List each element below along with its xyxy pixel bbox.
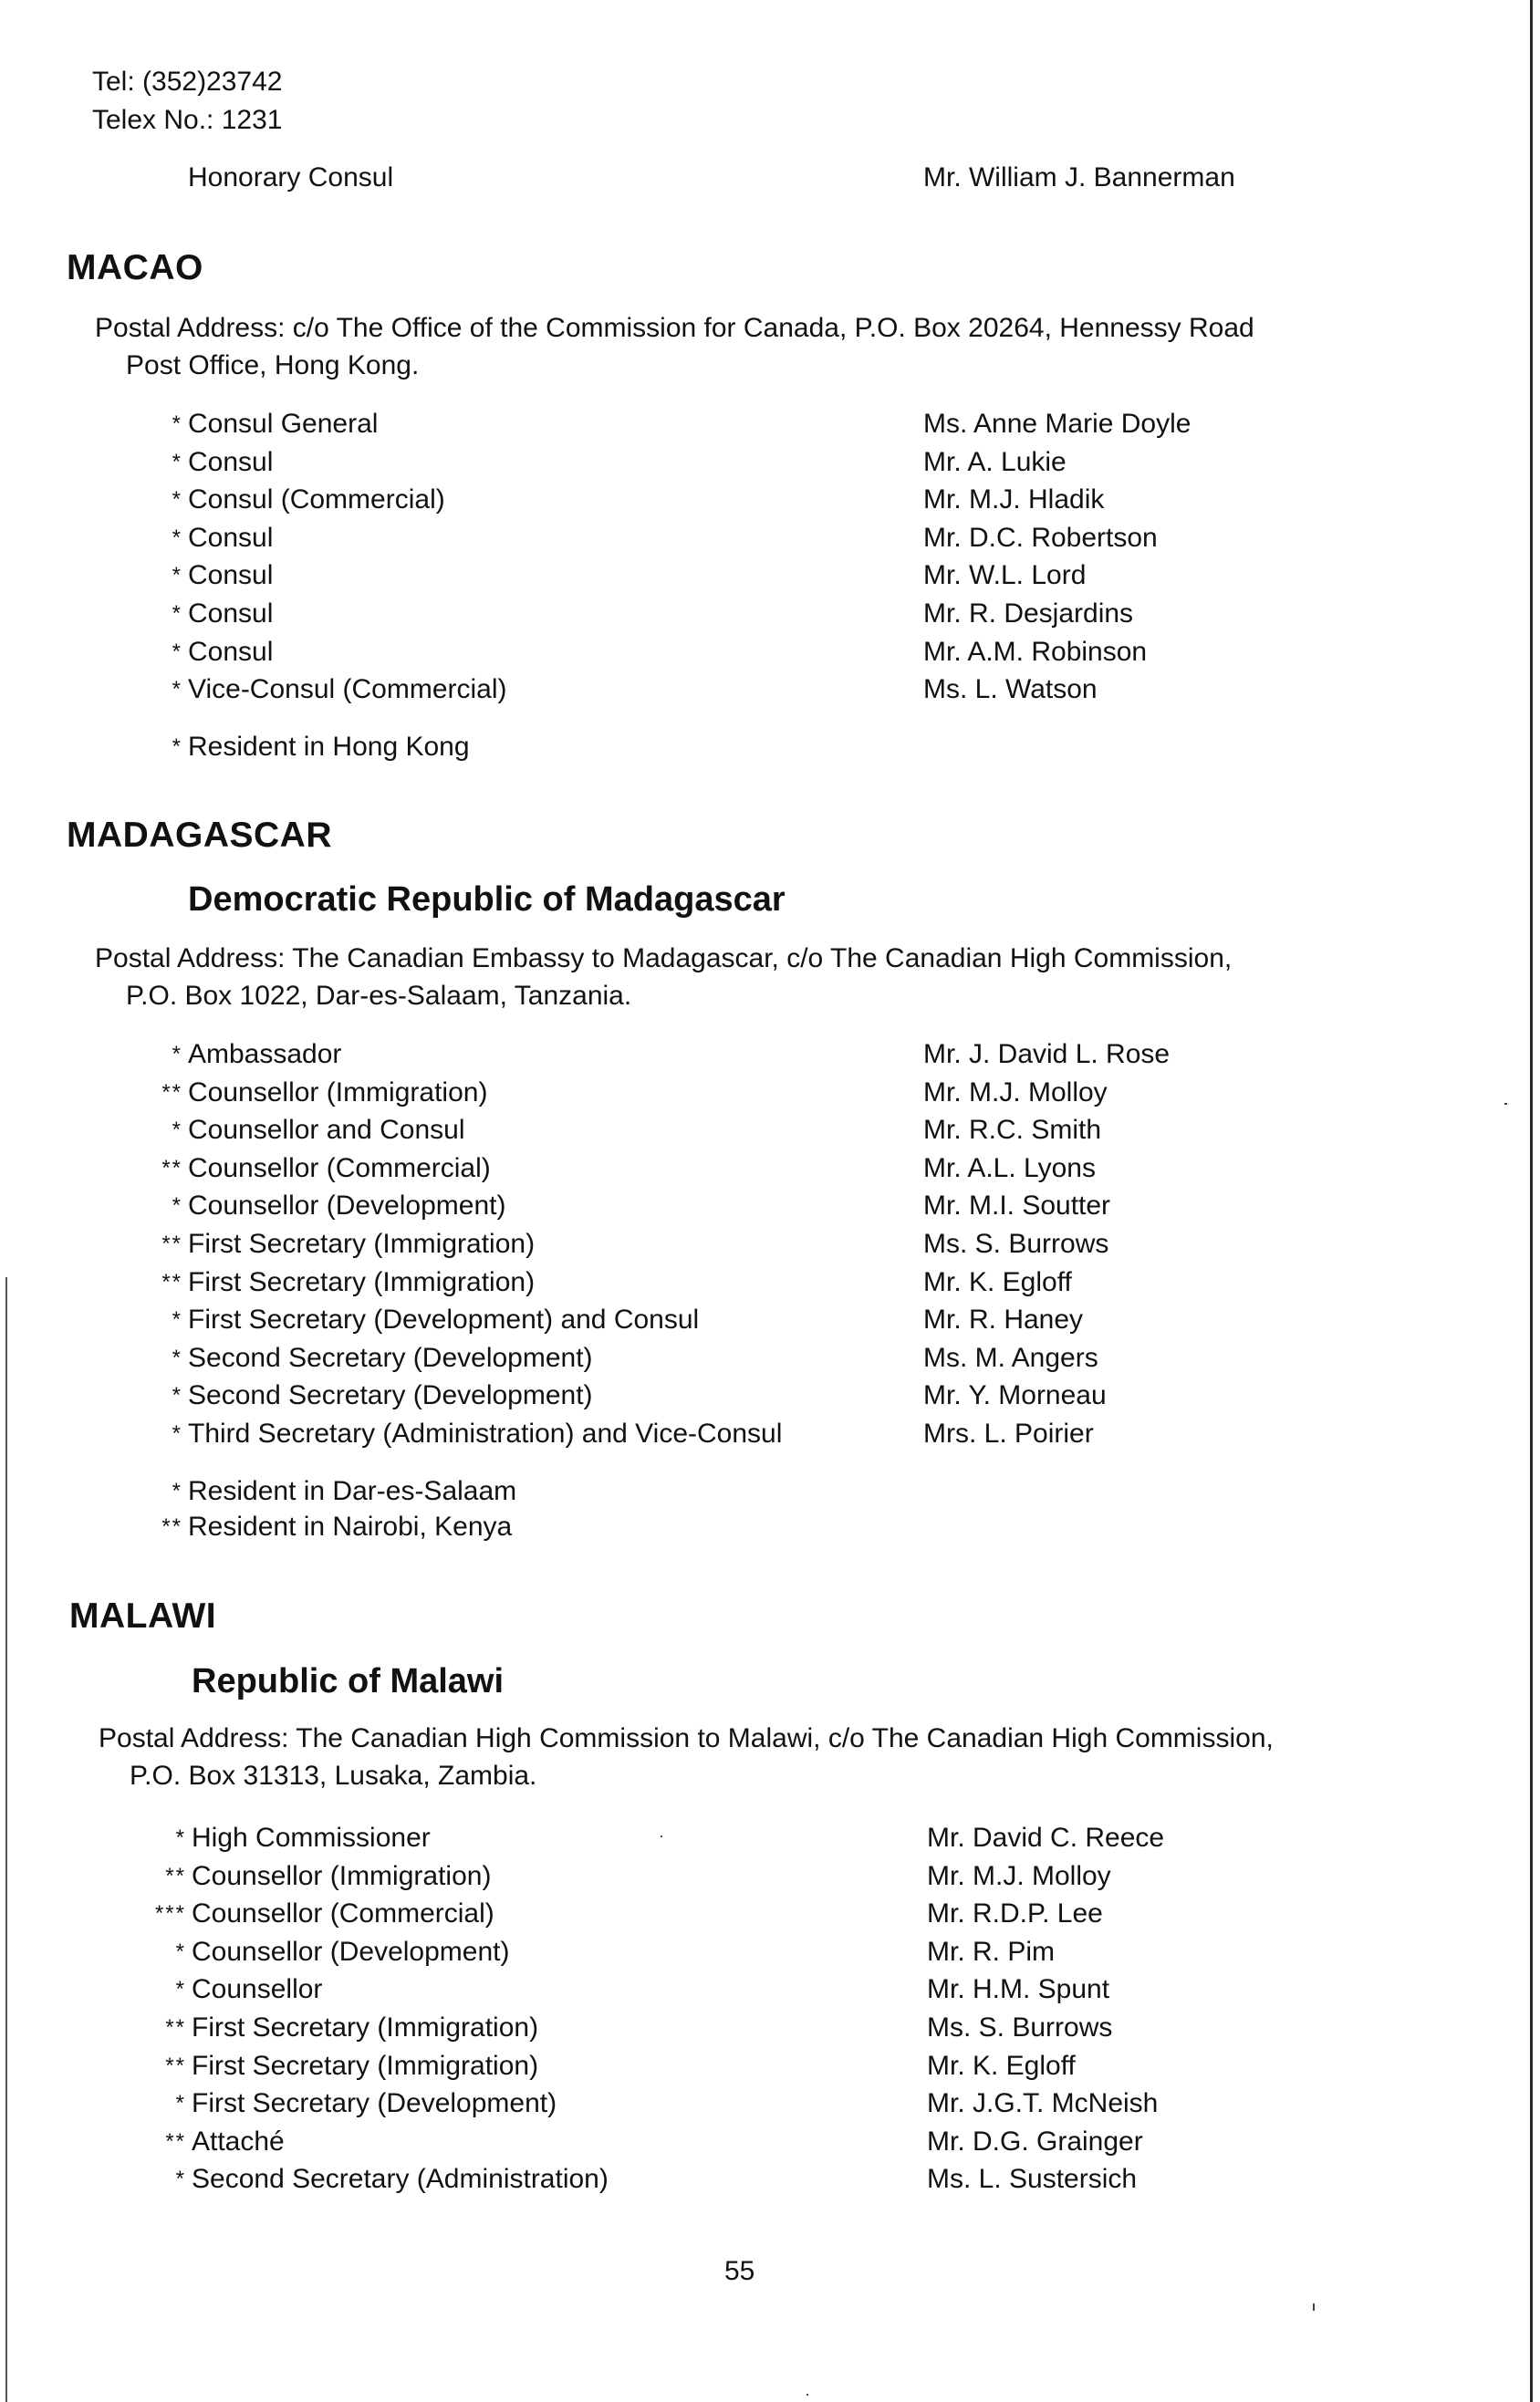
staff-list-malawi: [95, 1819, 1317, 2199]
staff-row: [91, 1377, 1314, 1415]
staff-name: Mr. K. Egloff: [923, 1266, 1072, 1297]
staff-name: Mr. M.J. Molloy: [927, 1860, 1111, 1891]
staff-name: Ms. L. Watson: [923, 674, 1098, 705]
country-heading-malawi: MALAWI: [69, 1596, 217, 1636]
staff-name: Mr. K. Egloff: [927, 2050, 1076, 2081]
country-subheading-madagascar: Democratic Republic of Madagascar: [188, 880, 786, 919]
footnote-marker: **: [165, 2014, 186, 2040]
staff-row: [91, 1301, 1314, 1339]
page-number: 55: [724, 2256, 755, 2286]
staff-row: [95, 2085, 1317, 2123]
staff-row: [91, 1149, 1314, 1188]
staff-name: Mr. A.L. Lyons: [923, 1152, 1096, 1183]
staff-title: Second Secretary (Development): [188, 1342, 593, 1373]
staff-name: Ms. S. Burrows: [927, 2012, 1113, 2043]
honorary-consul-name: Mr. William J. Bannerman: [923, 162, 1235, 192]
staff-title: Consul General: [188, 409, 379, 439]
staff-name: Mr. R. Desjardins: [923, 598, 1134, 629]
staff-row: [95, 1970, 1317, 2009]
staff-row: [91, 1035, 1314, 1074]
staff-list-madagascar: [91, 1035, 1314, 1453]
telex-line: Telex No.: 1231: [92, 105, 283, 135]
staff-title: First Secretary (Immigration): [188, 1228, 536, 1259]
staff-title: Ambassador: [188, 1039, 342, 1069]
staff-name: Mr. A.M. Robinson: [923, 636, 1148, 667]
staff-title: Second Secretary (Development): [188, 1380, 593, 1411]
staff-row: [91, 1415, 1314, 1453]
footnote-marker: **: [161, 1514, 182, 1539]
footnote-marker: *: [172, 1307, 182, 1333]
staff-title: Consul: [188, 598, 274, 629]
staff-title: Consul: [188, 522, 274, 553]
scan-speck: [1313, 2303, 1315, 2311]
footnote-marker: *: [172, 1118, 182, 1143]
footnote-text: Resident in Dar-es-Salaam: [188, 1476, 517, 1506]
footnote-marker: *: [172, 411, 182, 436]
staff-row: [91, 671, 1314, 709]
country-heading-madagascar: MADAGASCAR: [67, 816, 332, 855]
staff-row: [91, 1339, 1314, 1378]
staff-title: Counsellor (Commercial): [192, 1898, 494, 1929]
scan-speck: [1504, 1103, 1507, 1105]
staff-title: First Secretary (Immigration): [192, 2012, 539, 2043]
staff-title: Consul (Commercial): [188, 484, 445, 515]
staff-name: Mr. H.M. Spunt: [927, 1974, 1110, 2005]
staff-name: Mr. J.G.T. McNeish: [927, 2088, 1159, 2119]
footnote-marker: **: [165, 2128, 186, 2154]
staff-row: [91, 481, 1314, 519]
footnote-marker: *: [175, 2167, 186, 2192]
page-edge-right: [1530, 0, 1533, 2402]
footnote-marker: *: [172, 734, 182, 759]
staff-name: Mr. J. David L. Rose: [923, 1039, 1171, 1069]
staff-title: First Secretary (Immigration): [192, 2050, 539, 2081]
footnote-marker: *: [172, 487, 182, 513]
footnote-text: Resident in Hong Kong: [188, 732, 470, 762]
staff-name: Mr. Y. Morneau: [923, 1380, 1107, 1411]
staff-title: Counsellor (Immigration): [192, 1860, 492, 1891]
footnote-marker: *: [172, 1345, 182, 1370]
staff-name: Mr. D.C. Robertson: [923, 522, 1158, 553]
footnote-marker: **: [165, 1863, 186, 1888]
footnote-marker: *: [175, 1939, 186, 1964]
staff-title: Consul: [188, 446, 274, 477]
staff-row: [91, 519, 1314, 557]
staff-title: Counsellor (Development): [192, 1936, 510, 1967]
staff-row: [95, 2160, 1317, 2199]
postal-line: Postal Address: The Canadian High Commission to Malawi, c/o The Canadian High Commission,: [99, 1723, 1274, 1753]
staff-name: Mr. R.D.P. Lee: [927, 1898, 1103, 1929]
staff-name: Ms. S. Burrows: [923, 1228, 1109, 1259]
staff-row: [95, 1933, 1317, 1971]
staff-name: Mr. D.G. Grainger: [927, 2126, 1143, 2157]
staff-name: Mr. David C. Reece: [927, 1823, 1165, 1853]
staff-title: Counsellor (Development): [188, 1191, 506, 1222]
postal-address-madagascar: [95, 940, 1445, 1014]
staff-name: Mr. A. Lukie: [923, 446, 1067, 477]
staff-row: [91, 633, 1314, 671]
staff-row: [91, 405, 1314, 443]
country-subheading-malawi: Republic of Malawi: [192, 1662, 505, 1700]
staff-row: [95, 1895, 1317, 1933]
staff-title: Third Secretary (Administration) and Vice-Consul: [188, 1418, 783, 1449]
footnote-text: Resident in Nairobi, Kenya: [188, 1512, 513, 1542]
footnote-marker: *: [172, 1420, 182, 1446]
footnote-marker: **: [161, 1231, 182, 1256]
footnote-marker: *: [172, 600, 182, 626]
staff-title: Vice-Consul (Commercial): [188, 674, 507, 705]
postal-line: P.O. Box 1022, Dar-es-Salaam, Tanzania.: [126, 981, 632, 1011]
staff-row: [91, 1263, 1314, 1302]
staff-row: [95, 2123, 1317, 2161]
footnote-marker: **: [161, 1155, 182, 1180]
staff-name: Mr. W.L. Lord: [923, 560, 1087, 591]
staff-name: Ms. M. Angers: [923, 1342, 1098, 1373]
footnote-marker: *: [172, 639, 182, 664]
staff-row: [91, 595, 1314, 633]
telephone-line: Tel: (352)23742: [92, 67, 283, 97]
footnote-marker: *: [175, 1977, 186, 2002]
footnote-marker: **: [161, 1269, 182, 1295]
scan-speck: [806, 2394, 808, 2396]
staff-row: [91, 1187, 1314, 1225]
staff-row: [91, 1111, 1314, 1149]
staff-name: Mr. M.I. Soutter: [923, 1191, 1111, 1222]
footnote-marker: *: [172, 1193, 182, 1219]
staff-title: Counsellor and Consul: [188, 1115, 465, 1146]
staff-row: [91, 443, 1314, 482]
staff-row: [95, 1819, 1317, 1857]
staff-title: First Secretary (Immigration): [188, 1266, 536, 1297]
footnote-marker: *: [172, 449, 182, 474]
staff-name: Mr. M.J. Hladik: [923, 484, 1105, 515]
staff-title: Consul: [188, 636, 274, 667]
footnote-marker: *: [172, 1042, 182, 1066]
footnote-marker: *: [172, 525, 182, 550]
staff-title: Counsellor: [192, 1974, 323, 2005]
footnote-marker: *: [172, 677, 182, 702]
staff-title: Consul: [188, 560, 274, 591]
staff-title: First Secretary (Development) and Consul: [188, 1305, 700, 1336]
staff-row: [95, 2047, 1317, 2085]
staff-name: Ms. Anne Marie Doyle: [923, 409, 1191, 439]
staff-name: Mr. M.J. Molloy: [923, 1076, 1108, 1107]
footnote-marker: *: [175, 1825, 186, 1850]
footnote-marker: **: [165, 2053, 186, 2078]
postal-line: Post Office, Hong Kong.: [126, 350, 420, 380]
staff-title: Counsellor (Immigration): [188, 1076, 488, 1107]
staff-title: First Secretary (Development): [192, 2088, 557, 2119]
staff-row: [91, 556, 1314, 595]
staff-title: Counsellor (Commercial): [188, 1152, 491, 1183]
staff-title: Second Secretary (Administration): [192, 2164, 609, 2195]
staff-row: [95, 1857, 1317, 1896]
staff-name: Mr. R. Haney: [923, 1305, 1084, 1336]
footnote-marker: *: [175, 2091, 186, 2116]
footnote-marker: *: [172, 563, 182, 588]
staff-list-macao: [91, 405, 1314, 709]
scan-speck: [661, 1835, 662, 1837]
postal-line: P.O. Box 31313, Lusaka, Zambia.: [130, 1761, 537, 1791]
staff-title: Attaché: [192, 2126, 285, 2157]
honorary-consul-title: Honorary Consul: [188, 162, 394, 192]
postal-line: Postal Address: The Canadian Embassy to Madagascar, c/o The Canadian High Commission,: [95, 943, 1233, 973]
staff-title: High Commissioner: [192, 1823, 431, 1853]
staff-row: [91, 1074, 1314, 1112]
footnote-marker: *: [172, 1383, 182, 1409]
footnote-marker: ***: [154, 1901, 186, 1927]
staff-row: [91, 1225, 1314, 1263]
postal-address-macao: [95, 309, 1445, 384]
staff-row: [95, 2009, 1317, 2047]
postal-line: Postal Address: c/o The Office of the Commission for Canada, P.O. Box 20264, Hennessy Road: [95, 313, 1254, 343]
staff-name: Ms. L. Sustersich: [927, 2164, 1138, 2195]
staff-name: Mrs. L. Poirier: [923, 1418, 1094, 1449]
page-edge-left: [5, 1277, 7, 2402]
staff-name: Mr. R.C. Smith: [923, 1115, 1102, 1146]
staff-name: Mr. R. Pim: [927, 1936, 1055, 1967]
country-heading-macao: MACAO: [67, 248, 203, 287]
footnote-marker: *: [172, 1479, 182, 1503]
postal-address-malawi: [99, 1720, 1449, 1794]
footnote-marker: **: [161, 1079, 182, 1105]
